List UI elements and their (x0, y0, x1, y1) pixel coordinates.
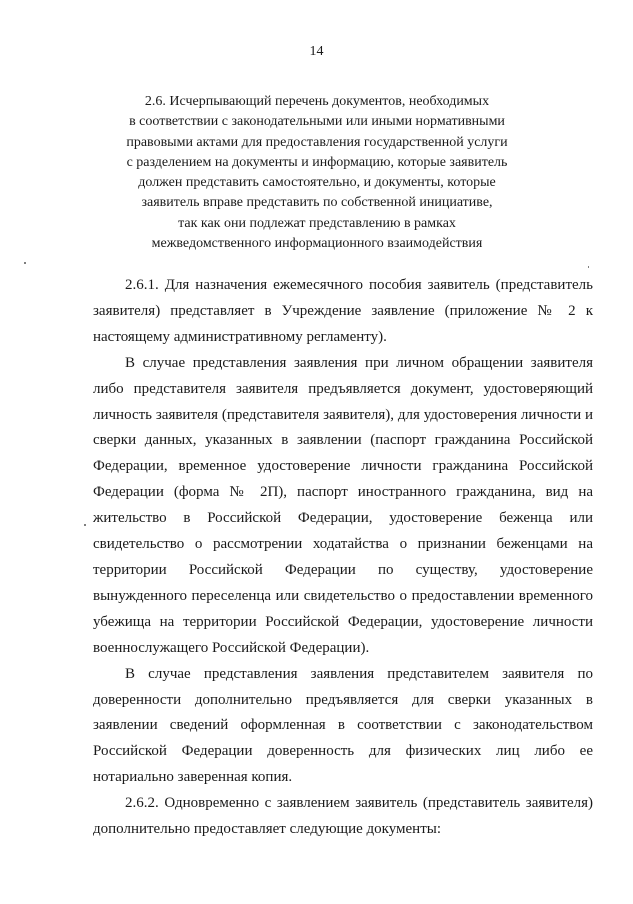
body-text (93, 273, 593, 843)
paragraph-2-6-1: 2.6.1. Для назначения ежемесячного пособия заявитель (представитель заявителя) представляет в Учреждение заявление (приложение № 2 к настоящему административному регламенту). (93, 277, 593, 345)
heading-line: с разделением на документы и информацию, которые заявитель (126, 154, 508, 170)
heading-line: в соответствии с законодательными или иными нормативными (129, 114, 505, 130)
paragraph-identity-document: В случае представления заявления при личном обращении заявителя либо представителя заявителя предъявляется документ, удостоверяющий личность заявителя (представителя заявителя), для удостоверения личности и сверки данных, указанных в заявлении (паспорт гражданина Российской Федерации, временное удостоверение личности гражданина Российской Федерации (форма № 2П), паспорт иностранного гражданина, вид на жительство в Российской Федерации, удостоверение беженца или свидетельство о рассмотрении ходатайства о признании беженцами на территории Российской Федерации по существу, удостоверение вынужденного переселенца или свидетельство о предоставлении временного убежища на территории Российской Федерации, удостоверение личности военнослужащего Российской Федерации). (93, 354, 593, 656)
heading-line: заявитель вправе представить по собственной инициативе, (141, 195, 493, 211)
scan-speck (24, 262, 26, 264)
scan-speck (588, 266, 589, 268)
heading-line: межведомственного информационного взаимодействия (151, 236, 483, 252)
heading-line: должен представить самостоятельно, и документы, которые (138, 175, 496, 191)
heading-line: 2.6. Исчерпывающий перечень документов, необходимых (144, 94, 490, 109)
heading-line: так как они подлежат представлению в рамках (178, 215, 456, 231)
heading-line: правовыми актами для предоставления государственной услуги (126, 134, 508, 150)
page-number: 14 (309, 44, 324, 59)
section-heading (110, 92, 524, 254)
paragraph-2-6-2: 2.6.2. Одновременно с заявлением заявитель (представитель заявителя) дополнительно предоставляет следующие документы: (93, 795, 593, 838)
scan-speck (84, 524, 86, 526)
paragraph-power-of-attorney: В случае представления заявления представителем заявителя по доверенности дополнительно предъявляется для сверки указанных в заявлении сведений оформленная в соответствии с законодательством Российской Федерации доверенность для физических лиц либо ее нотариально заверенная копия. (93, 665, 593, 786)
